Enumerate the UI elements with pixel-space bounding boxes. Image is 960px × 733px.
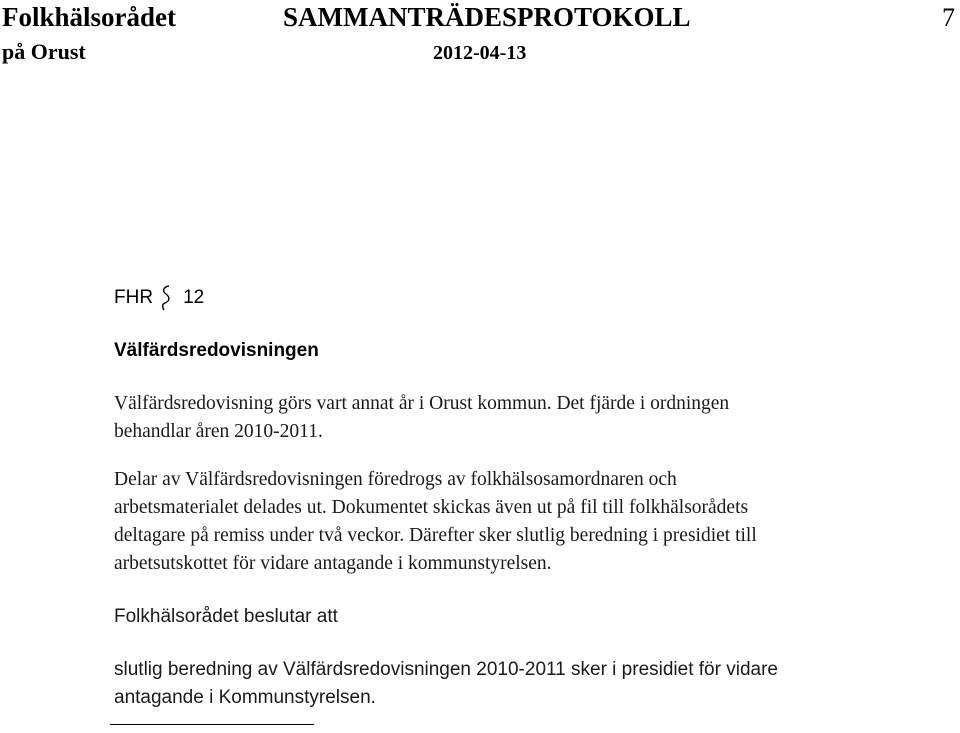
text-line: slutlig beredning av Välfärdsredovisningen 2010-2011 sker i presidiet för vidare [114,659,778,680]
text-line: Välfärdsredovisning görs vart annat år i Orust kommun. Det fjärde i ordningen [114,393,730,414]
text-line: arbetsutskottet för vidare antagande i kommunstyrelsen. [114,553,552,574]
paragraph-ref-prefix: FHR [114,287,154,308]
section-title: Välfärdsredovisningen [114,340,319,361]
decision-intro [114,603,954,631]
text-line: Folkhälsorådet beslutar att [114,606,338,627]
document-title: SAMMANTRÄDESPROTOKOLL [283,2,691,32]
paragraph-discussion [114,466,954,578]
decision-text [114,656,954,712]
text-line: antagande i Kommunstyrelsen. [114,687,376,708]
text-line: Delar av Välfärdsredovisningen föredrogs av folkhälsosamordnaren och [114,469,677,490]
signature-rule [110,724,314,725]
paragraph-ref-number: 12 [183,287,205,308]
meeting-date: 2012-04-13 [433,42,527,64]
header-place: på Orust [2,39,86,64]
page-number: 7 [942,3,955,32]
text-line: deltagare på remiss under två veckor. Därefter sker slutlig beredning i presidiet till [114,525,757,546]
header-organization: Folkhälsorådet [2,2,177,32]
section-sign-icon [157,284,175,312]
text-line: arbetsmaterialet delades ut. Dokumentet skickas även ut på fil till folkhälsorådets [114,497,749,518]
paragraph-intro [114,390,954,446]
paragraph-reference [114,284,204,312]
text-line: behandlar åren 2010-2011. [114,421,323,442]
